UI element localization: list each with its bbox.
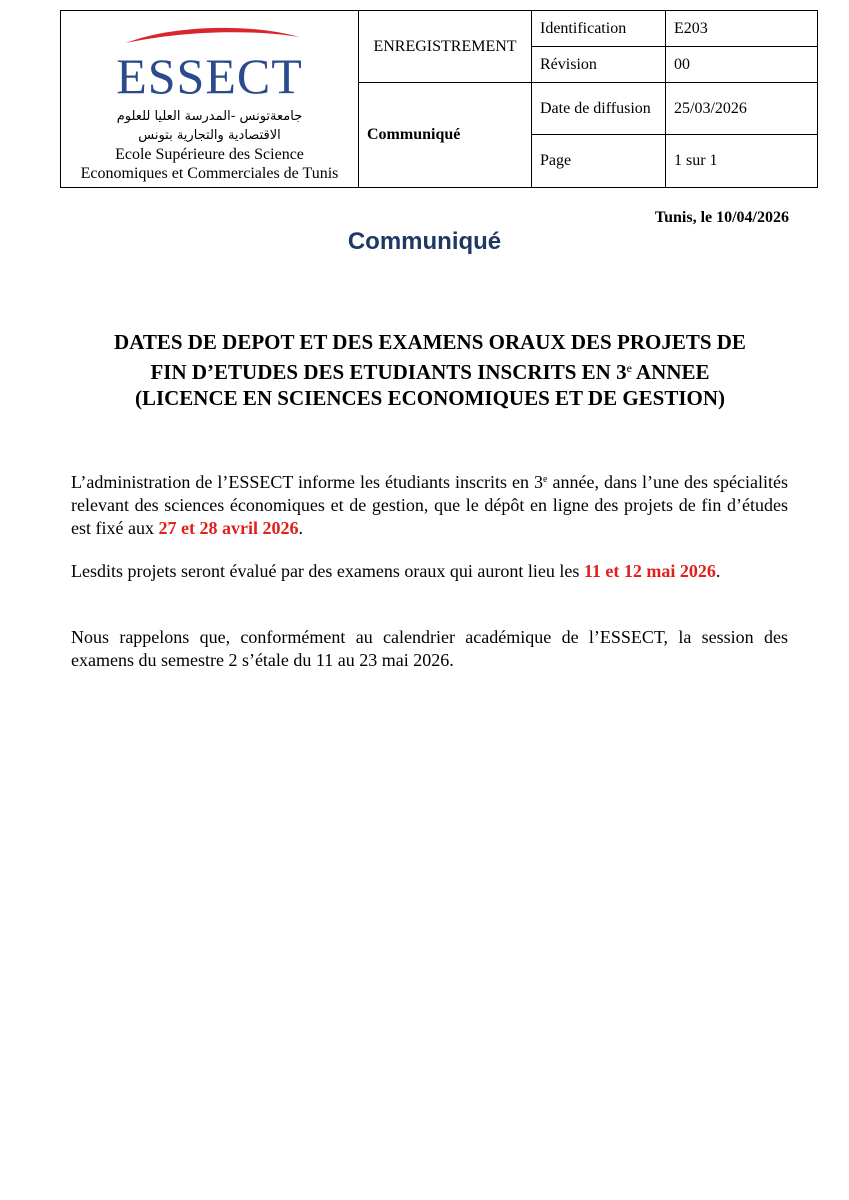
- field-value-diffusion-date: 25/03/2026: [666, 83, 818, 135]
- essect-logo: [61, 11, 358, 187]
- document-header-table: [60, 10, 818, 188]
- field-value-page: 1 sur 1: [666, 135, 818, 188]
- paragraph-oral-exams: Lesdits projets seront évalué par des examens oraux qui auront lieu les 11 et 12 mai 2026.: [71, 561, 721, 581]
- heading-line-1: DATES DE DEPOT ET DES EXAMENS ORAUX DES PROJETS DE: [114, 330, 746, 354]
- oral-exam-dates-highlight: 11 et 12 mai 2026: [583, 561, 716, 581]
- logo-swoosh-icon: [121, 23, 301, 47]
- place-date-line: Tunis, le 10/04/2026: [654, 209, 789, 226]
- field-label-revision: Révision: [532, 47, 666, 83]
- page-title: Communiqué: [347, 228, 502, 255]
- field-label-page: Page: [532, 135, 666, 188]
- paragraph-exam-session: Nous rappelons que, conformément au calendrier académique de l’ESSECT, la session des examens du semestre 2 s’étale du 11 au 23 mai 2026.: [71, 627, 788, 670]
- heading-line-2: FIN D’ETUDES DES ETUDIANTS INSCRITS EN 3e ANNEE: [150, 360, 710, 384]
- field-value-revision: 00: [666, 47, 818, 83]
- record-type-cell: ENREGISTREMENT: [359, 11, 532, 83]
- paragraph-deposit: L’administration de l’ESSECT informe les étudiants inscrits en 3e année, dans l’une des spécialités relevant des sciences économiques et de gestion, que le dépôt en ligne des projets de fin d’études est fixé aux 27 et 28 avril 2026.: [71, 472, 788, 538]
- logo-wordmark: ESSECT: [116, 48, 303, 104]
- logo-arabic-name: جامعةتونس -المدرسة العليا للعلوم الاقتصادية والتجارية بتونس: [116, 109, 303, 143]
- deposit-dates-highlight: 27 et 28 avril 2026: [158, 518, 299, 538]
- field-label-diffusion-date: Date de diffusion: [532, 83, 666, 135]
- logo-french-name: Ecole Supérieure des Science Economiques et Commerciales de Tunis: [80, 146, 339, 182]
- document-type-cell: Communiqué: [359, 83, 532, 188]
- field-value-identification: E203: [666, 11, 818, 47]
- logo-cell: [61, 11, 359, 188]
- field-label-identification: Identification: [532, 11, 666, 47]
- main-heading: [60, 329, 800, 411]
- heading-line-3: (LICENCE EN SCIENCES ECONOMIQUES ET DE GESTION): [134, 386, 726, 410]
